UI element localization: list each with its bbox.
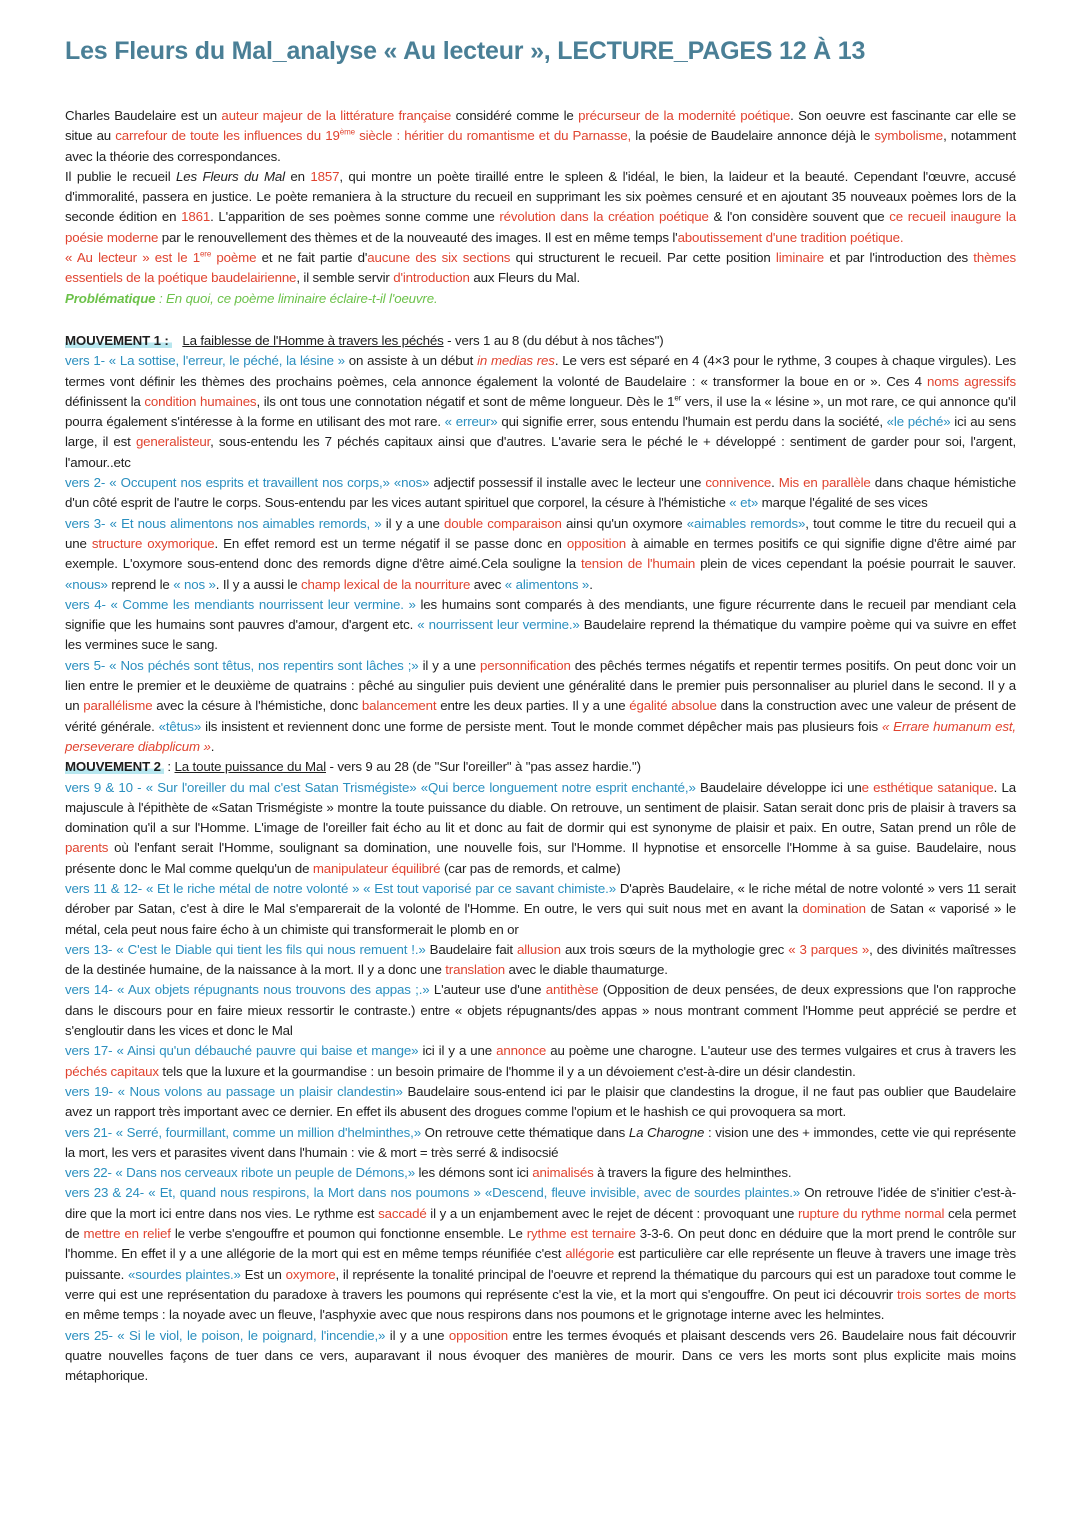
text-run: «sourdes plaintes.»	[127, 1266, 241, 1282]
text-run: .	[771, 475, 779, 491]
text-run: « 3 parques »	[788, 941, 870, 957]
analysis-paragraph	[65, 1163, 1016, 1183]
text-run: on assiste à un début	[344, 353, 478, 369]
text-run: trois sortes de morts	[897, 1286, 1016, 1302]
text-run: vers, il use la « lésine », un mot rare, ce qui annonce qu'il pourra également s'intéresse à la forme en utilisant des mot rare.	[65, 393, 1016, 430]
text-run: Baudelaire développe ici un	[695, 779, 862, 795]
text-run: précurseur de la modernité poétique	[578, 108, 791, 123]
analysis-paragraph	[65, 940, 1016, 981]
text-run: balancement	[361, 698, 437, 714]
text-run: en	[284, 168, 311, 184]
text-run: aucune des six sections	[367, 250, 511, 266]
text-run: parallélisme	[83, 698, 153, 714]
text-run: «aimables remords»	[686, 515, 806, 531]
text-run: noms agressifs	[927, 373, 1016, 389]
text-run: ere	[200, 249, 212, 259]
text-run: d'introduction	[393, 270, 470, 286]
problematique-label: Problématique	[65, 290, 156, 306]
text-run: saccadé	[378, 1205, 427, 1221]
text-run: révolution dans la création poétique	[499, 209, 709, 225]
text-run: entre les deux parties. Il y a une	[436, 698, 630, 714]
text-run: dans la construction avec une valeur de présent de vérité générale.	[65, 698, 1016, 734]
text-run: ainsi qu'un oxymore	[561, 515, 687, 531]
text-run: est particulière car elle représente un fleuve à travers une image très puissante.	[65, 1246, 1017, 1282]
text-run: les humains sont comparés à des mendiants, une figure récurrente dans le recueil par mendiant cela signifie que les humains sont pauvres d'amour, d'argent etc.	[65, 596, 1017, 633]
text-run: personnification	[479, 657, 571, 673]
text-run: double comparaison	[443, 515, 562, 531]
text-run: «nous»	[65, 576, 108, 592]
text-run: domination	[802, 901, 866, 917]
mouvement-1-body	[65, 351, 1016, 757]
text-run: dans chaque hémistiche d'un côté esprit de l'autre le corps. Sous-entendu par les vices autant spirituel que corporel, la césure à l'hémistiche	[65, 475, 1016, 511]
text-run: parents	[65, 840, 109, 856]
text-run: 1857	[310, 168, 340, 184]
analysis-paragraph	[65, 351, 1016, 473]
mouvement-2-label: MOUVEMENT 2	[65, 759, 164, 774]
text-run: annonce	[496, 1043, 547, 1059]
text-run: . L'apparition de ses poèmes sonne comme une	[210, 209, 500, 225]
text-run: il y a une	[418, 657, 480, 673]
text-run: Est un	[240, 1266, 286, 1282]
text-run: e esthétique satanique	[861, 779, 994, 795]
text-run: avec le diable thaumaturge.	[504, 962, 668, 978]
text-run: La Charogne	[628, 1124, 705, 1140]
text-run: entre les termes évoqués et plaisant descends vers 26. Baudelaire nous fait découvrir quatre nouvelles façons de tuer dans ce vers, auparavant il nous évoquer des manières de mourir. Dans ce vers les morts sont plus explicite mais moins métaphorique.	[65, 1327, 1016, 1384]
text-run: .	[589, 576, 593, 592]
problematique	[65, 289, 1016, 309]
text-run: . Son oeuvre est fascinante car elle se situe au	[65, 108, 1016, 144]
text-run: ici il y a une	[418, 1043, 497, 1059]
text-run: carrefour de toute les influences du 19	[115, 128, 340, 144]
text-run: « Errare humanum est, perseverare diabplicum »	[65, 718, 1016, 754]
text-run: au poème une charogne. L'auteur use des termes vulgaires et crus à travers les	[546, 1043, 1016, 1059]
text-run: On retrouve l'idée de s'initier c'est-à-dire que la mort ici entre dans nos vies. Le rythme est	[65, 1185, 1017, 1221]
text-run: à travers la figure des helminthes.	[593, 1165, 792, 1181]
text-run: opposition	[566, 535, 626, 551]
mouvement-1-section	[65, 331, 1016, 757]
text-run: « nos »	[173, 576, 216, 592]
analysis-paragraph	[65, 656, 1016, 757]
text-run: (Opposition de deux pensées, de deux expressions que l'on rapproche dans le discours pour en faire mieux ressortir le contraste.) entre « objets répugnants/des appas » nous montrant comment l'Homme peut apprécié se perdre et s'engloutir dans les vices et donc le Mal	[65, 982, 1016, 1039]
text-run: antithèse	[545, 982, 599, 998]
text-run: Les Fleurs du Mal	[176, 168, 285, 184]
text-run: connivence	[705, 475, 772, 491]
analysis-paragraph	[65, 473, 1016, 514]
text-run: rupture du rythme normal	[798, 1205, 945, 1221]
text-run: : vision une des + immondes, cette vie qui représente la mort, les vers et parasites vivent dans l'humain : vie & mort = très serré & indisocsié	[65, 1124, 1016, 1160]
text-run: avec la césure à l'hémistiche, donc	[152, 698, 362, 714]
text-run: ce recueil inaugure la poésie moderne	[65, 209, 1016, 245]
text-run: et par l'introduction des	[824, 250, 974, 266]
text-run: L'auteur use d'une	[429, 982, 546, 998]
text-run: manipulateur équilibré	[312, 860, 441, 876]
text-run: thèmes essentiels de la poétique baudelairienne	[65, 250, 1016, 286]
mouvement-1-title: La faiblesse de l'Homme à travers les péchés	[182, 332, 444, 348]
text-run: aux Fleurs du Mal.	[469, 270, 581, 286]
analysis-paragraph	[65, 1183, 1016, 1325]
text-run: « et»	[729, 495, 759, 511]
text-run: vers 4- « Comme les mendiants nourrissent leur vermine. »	[65, 596, 416, 612]
text-run: vers 14- « Aux objets répugnants nous trouvons des appas ;.»	[65, 982, 430, 998]
text-run: opposition	[448, 1327, 508, 1343]
analysis-paragraph	[65, 595, 1016, 656]
text-run: cela permet de	[65, 1205, 1016, 1242]
text-run: vers 2- « Occupent nos esprits et travaillent nos corps,» «nos»	[65, 475, 430, 491]
text-run: égalité absolue	[629, 698, 717, 714]
text-run: de Satan « vaporisé » le métal, cela peut nous faire écho à un chimiste qui transformerait le plomb en or	[65, 901, 1016, 937]
analysis-paragraph	[65, 1326, 1016, 1387]
text-run: à aimable en termes positifs ce qui signifie digne d'être aimé par exemple. L'oxymore sous-entend donc des remords digne d'être aimé.Cela souligne la	[65, 535, 1017, 572]
text-run: des pêchés termes négatifs et repentir termes positifs. On peut donc voir un lien entre le premier et le deuxième de quatrains : pêché au singulier puis devient une généralité dans le premier puis personnaliser au pluriel dans le second. Il y a un	[65, 657, 1016, 714]
text-run: , il représente la tonalité principal de l'oeuvre et reprend la thématique du parcours qui est un paradoxe tout comme le verre qui est une représentation du paradoxe à travers les poumons qui représente c'est la vie, et la mort qui s'engouffre. On peut ici découvrir	[65, 1266, 1016, 1302]
text-run: adjectif possessif il installe avec le lecteur une	[429, 475, 706, 491]
text-run: et ne fait partie d'	[256, 250, 368, 266]
text-run: par le renouvellement des thèmes et de la nouveauté des images. Il est en même temps l'	[158, 229, 678, 245]
text-run: vers 19- « Nous volons au passage un plaisir clandestin»	[65, 1083, 403, 1099]
mouvement-1-label: MOUVEMENT 1 :	[65, 333, 172, 348]
text-run: , ils ont tous une connotation négatif et sont de même longueur. Dès le 1	[256, 393, 675, 409]
text-run: , tout comme le titre du recueil qui a une	[65, 515, 1016, 551]
analysis-paragraph	[65, 1082, 1016, 1123]
text-run: en même temps : la noyade avec un fleuve, l'asphyxie avec que nous respirons dans nos poumons et le grignotage interne avec les helmintes.	[65, 1307, 885, 1323]
mouvement-2-range: - vers 9 au 28 (de "Sur l'oreiller" à "pas assez hardie.")	[326, 759, 641, 775]
page-title: Les Fleurs du Mal_analyse « Au lecteur », LECTURE_PAGES 12 À 13	[65, 37, 866, 65]
text-run: Baudelaire reprend la thématique du vampire poème qui va suivre en effet les vermines suce le sang.	[65, 617, 1016, 653]
text-run: . En effet remord est un terme négatif il se passe donc en	[214, 535, 567, 551]
text-run: , il semble servir	[296, 270, 394, 286]
analysis-paragraph	[65, 1123, 1016, 1164]
text-run: vers 25- « Si le viol, le poison, le poignard, l'incendie,»	[65, 1327, 386, 1343]
text-run: la poésie de Baudelaire annonce déjà le	[631, 128, 875, 144]
text-run: Charles Baudelaire est un	[65, 108, 222, 123]
text-run: in medias res	[477, 353, 555, 369]
text-run: 1861	[181, 209, 211, 225]
text-run: « alimentons »	[504, 576, 590, 592]
text-run: oxymore	[285, 1266, 336, 1282]
text-run: siècle : héritier du romantisme et du Parnasse,	[354, 128, 632, 144]
text-run: où l'enfant serait l'Homme, soulignant sa domination, une nouvelle fois, sur l'Homme. Il hypnotise et ensorcelle l'Homme à sa guise. Baudelaire, nous présente donc le Mal comme quelqu'un de	[65, 840, 1016, 876]
text-run: Mis en parallèle	[778, 475, 871, 491]
text-run: « nourrissent leur vermine.»	[417, 617, 580, 633]
text-run: , qui montre un poète tiraillé entre le spleen & l'idéal, le bien, la laideur et la beauté. Cependant l'œuvre, accusé d'immoralité, passera en justice. Le poète remaniera à la structure du recueil en supprimant les six poèmes censuré et en ajoutant 35 nouveaux poèmes lors de la seconde édition en	[65, 168, 1016, 225]
text-run: . Le vers est séparé en 4 (4×3 pour le rythme, 3 coupes à chaque virgules). Les termes vont définir les thèmes des prochains poèmes, cela annonce également la volonté de Baudelaire : « transformer la boue en or ». Ces 4	[65, 353, 1016, 389]
intro-paragraph	[65, 248, 1016, 289]
text-run: generalisteur	[135, 434, 211, 450]
text-run: vers 3- « Et nous alimentons nos aimables remords, »	[65, 515, 382, 531]
text-run: ème	[339, 127, 355, 137]
problematique-text: : En quoi, ce poème liminaire éclaire-t-il l'oeuvre.	[155, 290, 438, 306]
text-run: vers 22- « Dans nos cerveaux ribote un peuple de Démons,»	[65, 1165, 415, 1181]
text-run: « erreur»	[444, 414, 498, 430]
text-run: , des divinités maîtresses de la destinée humaine, de la naissance à la mort. Il y a donc une	[65, 941, 1016, 978]
text-run: , sous-entendu les 7 péchés capitaux ainsi que d'autres. L'avarie sera le péché le + développé : sentiment de garder pour soi, l'argent, l'amour..etc	[65, 434, 1016, 470]
text-run: vers 13- « C'est le Diable qui tient les fils qui nous remuent !.»	[65, 941, 426, 957]
analysis-paragraph	[65, 514, 1016, 595]
text-run: symbolisme	[874, 128, 944, 144]
mouvement-1-heading-line	[65, 331, 1016, 351]
text-run: « Au lecteur » est le 1	[65, 250, 200, 266]
text-run: péchés capitaux	[65, 1063, 159, 1079]
text-run: il y a une	[381, 515, 444, 531]
text-run: animalisés	[532, 1165, 594, 1181]
mouvement-1-range: - vers 1 au 8 (du début à nos tâches")	[443, 332, 664, 348]
mouvement-2-heading-line: MOUVEMENT 2 : La toute puissance du Mal - vers 9 au 28 (de "Sur l'oreiller" à "pas assez hardie.")	[65, 759, 641, 775]
text-run: translation	[445, 962, 505, 978]
text-run: ils insistent et reviennent donc une forme de persiste ment. Tout le monde commet dépêcher mais pas plusieurs fois	[201, 718, 882, 734]
text-run: vers 9 & 10 - « Sur l'oreiller du mal c'est Satan Trismégiste» «Qui berce longuement notre esprit enchanté,»	[65, 779, 696, 795]
text-run: (car pas de remords, et calme)	[440, 860, 621, 876]
text-run: il y a un enjambement avec le rejet de décent : provoquant une	[426, 1205, 799, 1221]
text-run: structure oxymorique	[91, 535, 215, 551]
analysis-paragraph	[65, 778, 1016, 879]
text-run: allusion	[517, 941, 561, 957]
text-run: les démons sont ici	[414, 1165, 533, 1181]
text-run: marque l'égalité de ses vices	[758, 495, 928, 511]
text-run: er	[674, 393, 682, 403]
analysis-paragraph	[65, 879, 1016, 940]
text-run: aux trois sœurs de la mythologie grec	[560, 941, 789, 957]
text-run: définissent la	[65, 393, 145, 409]
text-run: «têtus»	[158, 718, 202, 734]
text-run: considéré comme le	[451, 108, 579, 123]
text-run: qui structurent le recueil. Par cette position	[510, 250, 776, 266]
text-run: vers 23 & 24- « Et, quand nous respirons, la Mort dans nos poumons » «Descend, fleuve invisible, avec de sourdes plaintes.»	[65, 1185, 801, 1201]
text-run: aboutissement d'une tradition poétique.	[677, 229, 904, 245]
intro-section	[65, 106, 1016, 309]
text-run: .	[210, 738, 215, 754]
text-run: 3-3-6. On peut donc en déduire que la mort prend le contrôle sur l'homme. En effet il y a une allégorie de la mort qui est en même temps réunifiée c'est	[65, 1226, 1016, 1262]
text-run: ici au sens large, il est	[65, 414, 1016, 450]
text-run: vers 21- « Serré, fourmillant, comme un million d'helminthes,»	[65, 1124, 421, 1140]
text-run: le verbe s'engouffre et poumon qui fonctionne ensemble. Le	[170, 1226, 527, 1242]
mouvement-2-title: La toute puissance du Mal	[174, 759, 326, 775]
text-run: tension de l'humain	[580, 556, 696, 572]
text-run: plein de vices cependant la poésie pourrait le sauver.	[695, 556, 1017, 572]
text-run: auteur majeur de la littérature française	[221, 108, 452, 123]
text-run: mettre en relief	[83, 1226, 171, 1242]
intro-paragraph	[65, 167, 1016, 248]
text-run: «le péché»	[886, 414, 951, 430]
mouvement-2-section	[65, 757, 1016, 1386]
text-run: il y a une	[385, 1327, 449, 1343]
text-run: allégorie	[565, 1246, 615, 1262]
text-run: condition humaines	[144, 393, 257, 409]
text-run: liminaire	[775, 250, 825, 266]
analysis-paragraph	[65, 1041, 1016, 1082]
text-run: champ lexical de la nourriture	[301, 576, 471, 592]
text-run: Baudelaire fait	[425, 941, 517, 957]
intro-paragraph	[65, 106, 1016, 167]
text-run: tels que la luxure et la gourmandise : un besoin primaire de l'homme il y a un dévoiement c'est-à-dire un désir clandestin.	[158, 1063, 856, 1079]
text-run: rythme est ternaire	[526, 1226, 636, 1242]
text-run: . Il y a aussi le	[215, 576, 302, 592]
text-run: vers 1- « La sottise, l'erreur, le péché, la lésine »	[65, 353, 345, 369]
text-run: . La majuscule à l'épithète de «Satan Trismégiste » montre la toute puissance du diable. On retrouve, un sentiment de plaisir. Satan serait donc pris de plaisir à travers sa domination qu'il a sur l'Homme. L'image de l'oreiller fait écho au lit et donc au fait de dormir qui est synonyme de plaisir et paix. En outre, Satan prend un rôle de	[65, 779, 1016, 836]
analysis-paragraph	[65, 980, 1016, 1041]
text-run: vers 11 & 12- « Et le riche métal de notre volonté » « Est tout vaporisé par ce savant chimiste.»	[65, 880, 616, 896]
mouvement-2-body	[65, 778, 1016, 1387]
text-run: & l'on considère souvent que	[708, 209, 890, 225]
text-run: avec	[470, 576, 505, 592]
text-run: vers 5- « Nos péchés sont têtus, nos repentirs sont lâches ;»	[65, 657, 419, 673]
text-run: Baudelaire sous-entend ici par le plaisir que clandestins la drogue, il ne faut pas oublier que Baudelaire avez un rapport très important avec ce dernier. En effet ils abusent des drogues comme l'opium et le hashish ce qui provoquera sa mort.	[65, 1083, 1016, 1120]
text-run: vers 17- « Ainsi qu'un débauché pauvre qui baise et mange»	[65, 1043, 419, 1059]
text-run: On retrouve cette thématique dans	[420, 1124, 629, 1140]
text-run: poème	[211, 250, 257, 266]
text-run: Il publie le recueil	[65, 168, 177, 184]
text-run: qui signifie errer, sous entendu l'humain est perdu dans la société,	[497, 414, 887, 430]
text-run: reprend le	[107, 576, 174, 592]
text-run: , notamment avec la théorie des correspondances.	[65, 128, 1017, 164]
text-run: D'après Baudelaire, « le riche métal de notre volonté » vers 11 serait dérober par Satan, c'est à dire le Mal s'emparerait de la volonté de l'Homme. En outre, le vers qui suit nous met en avant la	[65, 880, 1016, 917]
